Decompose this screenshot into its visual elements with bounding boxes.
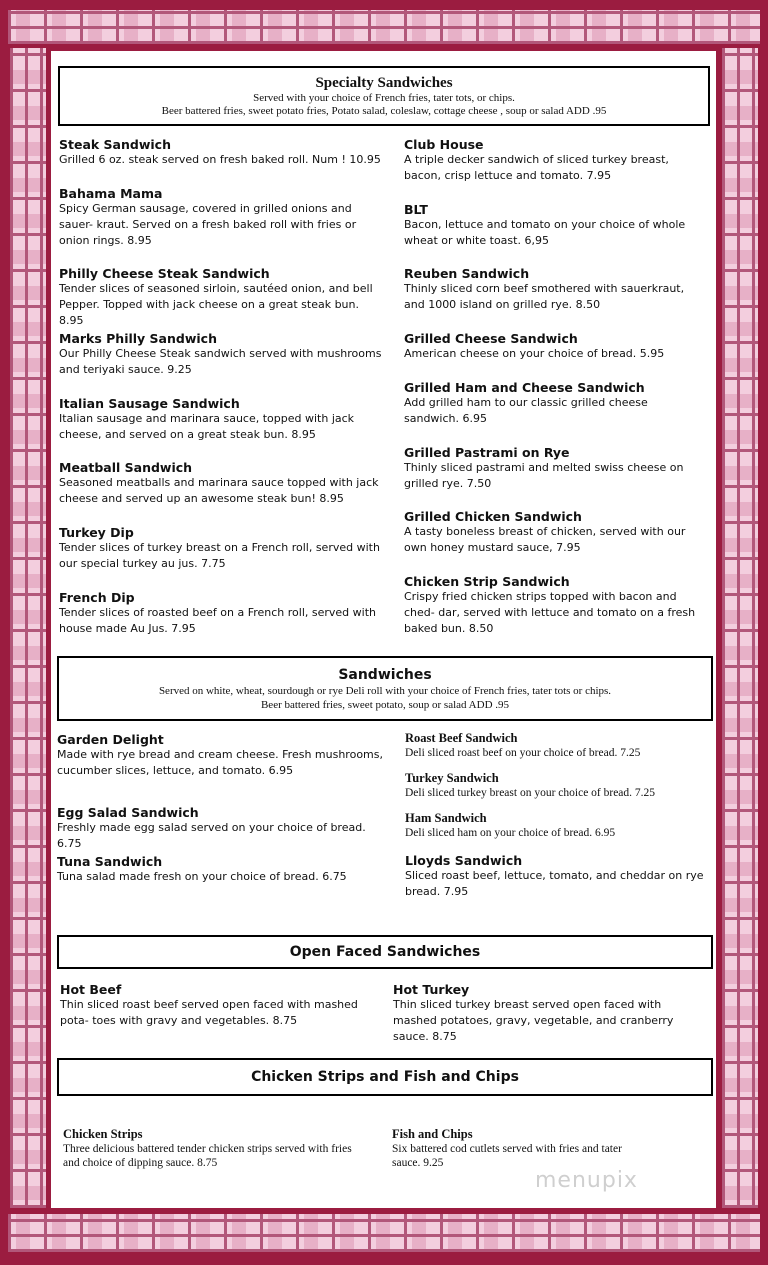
item-desc: Thin sliced turkey breast served open faced with mashed potatoes, gravy, vegetable, and cranberry sauce. 8.75 xyxy=(393,998,674,1043)
item-name: Hot Turkey xyxy=(393,982,470,997)
item-desc: Made with rye bread and cream cheese. Fresh mushrooms, cucumber slices, lettuce, and tomato. 6.95 xyxy=(57,748,383,777)
item-name: Tuna Sandwich xyxy=(57,854,163,869)
item-desc: Tender slices of seasoned sirloin, sautéed onion, and bell Pepper. Topped with jack cheese on a great steak bun. 8.95 xyxy=(59,282,373,327)
menu-item xyxy=(392,1127,642,1170)
item-desc: Three delicious battered tender chicken strips served with fries and choice of dipping sauce. 8.75 xyxy=(63,1143,352,1169)
menu-item xyxy=(404,509,706,556)
item-name: Grilled Ham and Cheese Sandwich xyxy=(404,380,645,395)
item-desc: Tender slices of roasted beef on a French roll, served with house made Au Jus. 7.95 xyxy=(59,606,377,635)
item-desc: Deli sliced turkey breast on your choice of bread. 7.25 xyxy=(405,787,656,799)
menu-item xyxy=(405,731,705,760)
item-name: Turkey Dip xyxy=(59,525,134,540)
section-title: Specialty Sandwiches xyxy=(315,75,453,91)
menu-item xyxy=(404,574,706,637)
item-name: Club House xyxy=(404,137,484,152)
item-desc: Sliced roast beef, lettuce, tomato, and cheddar on rye bread. 7.95 xyxy=(405,869,704,898)
menu-item xyxy=(405,771,705,800)
item-desc: Tender slices of turkey breast on a French roll, served with our special turkey au jus. 7.75 xyxy=(59,541,380,570)
item-name: Ham Sandwich xyxy=(405,811,487,825)
watermark: menupix xyxy=(535,1168,638,1193)
menu-item xyxy=(57,854,387,885)
menu-item xyxy=(404,331,706,362)
item-name: Meatball Sandwich xyxy=(59,460,193,475)
menu-item xyxy=(404,380,706,427)
item-desc: A triple decker sandwich of sliced turkey breast, bacon, crisp lettuce and tomato. 7.95 xyxy=(404,153,669,182)
border-right xyxy=(722,48,758,1208)
item-desc: Tuna salad made fresh on your choice of bread. 6.75 xyxy=(57,870,347,883)
section-title: Sandwiches xyxy=(338,667,432,683)
item-desc: Deli sliced roast beef on your choice of bread. 7.25 xyxy=(405,747,641,759)
item-desc: Bacon, lettuce and tomato on your choice of whole wheat or white toast. 6,95 xyxy=(404,218,686,247)
item-desc: Freshly made egg salad served on your choice of bread. 6.75 xyxy=(57,821,366,850)
item-name: Turkey Sandwich xyxy=(405,771,499,785)
item-name: French Dip xyxy=(59,590,135,605)
menu-item xyxy=(59,460,384,507)
open-faced-header xyxy=(57,935,713,969)
menu-item xyxy=(59,590,384,637)
item-desc: Add grilled ham to our classic grilled cheese sandwich. 6.95 xyxy=(404,396,648,425)
item-desc: Grilled 6 oz. steak served on fresh baked roll. Num ! 10.95 xyxy=(59,153,381,166)
item-desc: A tasty boneless breast of chicken, served with our own honey mustard sauce, 7.95 xyxy=(404,525,686,554)
menu-item xyxy=(59,137,384,168)
item-name: Steak Sandwich xyxy=(59,137,171,152)
section-note: Served with your choice of French fries, tater tots, or chips. xyxy=(253,92,515,104)
menu-item xyxy=(59,331,384,378)
item-name: Hot Beef xyxy=(60,982,122,997)
section-note: Beer battered fries, sweet potato fries, Potato salad, coleslaw, cottage cheese , soup or salad ADD .95 xyxy=(161,105,607,117)
item-desc: Seasoned meatballs and marinara sauce topped with jack cheese and served up an awesome steak bun! 8.95 xyxy=(59,476,379,505)
item-desc: Thin sliced roast beef served open faced with mashed pota- toes with gravy and vegetables. 8.75 xyxy=(60,998,358,1027)
item-name: Grilled Chicken Sandwich xyxy=(404,509,582,524)
item-name: Italian Sausage Sandwich xyxy=(59,396,240,411)
specialty-header xyxy=(58,66,710,126)
menu-item xyxy=(60,982,380,1029)
item-desc: Six battered cod cutlets served with fries and tater sauce. 9.25 xyxy=(392,1143,622,1169)
menu-item xyxy=(59,186,384,249)
item-desc: Spicy German sausage, covered in grilled onions and sauer- kraut. Served on a fresh baked roll with fries or onion rings. 8.95 xyxy=(59,202,357,247)
border-bottom xyxy=(8,1214,760,1252)
section-title: Open Faced Sandwiches xyxy=(289,944,481,960)
section-title: Chicken Strips and Fish and Chips xyxy=(251,1069,519,1085)
menu-item xyxy=(404,445,706,492)
item-desc: American cheese on your choice of bread. 5.95 xyxy=(404,347,665,360)
menu-item xyxy=(405,853,705,900)
item-desc: Thinly sliced pastrami and melted swiss cheese on grilled rye. 7.50 xyxy=(404,461,684,490)
item-name: Marks Philly Sandwich xyxy=(59,331,217,346)
item-name: Roast Beef Sandwich xyxy=(405,731,518,745)
item-desc: Our Philly Cheese Steak sandwich served with mushrooms and teriyaki sauce. 9.25 xyxy=(59,347,382,376)
menu-item xyxy=(59,525,384,572)
menu-item xyxy=(393,982,706,1045)
item-name: Egg Salad Sandwich xyxy=(57,805,199,820)
menu-item xyxy=(57,805,387,852)
menu-item xyxy=(405,811,705,840)
item-name: Reuben Sandwich xyxy=(404,266,530,281)
item-name: Lloyds Sandwich xyxy=(405,853,523,868)
item-name: Grilled Cheese Sandwich xyxy=(404,331,578,346)
menu-item xyxy=(57,732,387,779)
menu-item xyxy=(404,137,706,184)
menu-item xyxy=(404,266,706,313)
item-desc: Thinly sliced corn beef smothered with sauerkraut, and 1000 island on grilled rye. 8.50 xyxy=(404,282,685,311)
menu-item xyxy=(59,396,384,443)
border-left xyxy=(10,48,46,1208)
chicken-fish-header xyxy=(57,1058,713,1096)
item-desc: Deli sliced ham on your choice of bread. 6.95 xyxy=(405,827,616,839)
item-desc: Italian sausage and marinara sauce, topped with jack cheese, and served on a great steak bun. 8.95 xyxy=(59,412,355,441)
item-desc: Crispy fried chicken strips topped with bacon and ched- dar, served with lettuce and tomato on a fresh baked bun. 8.50 xyxy=(404,590,696,635)
section-note: Served on white, wheat, sourdough or rye Deli roll with your choice of French fries, tater tots or chips. xyxy=(158,685,612,697)
item-name: BLT xyxy=(404,202,428,217)
item-name: Bahama Mama xyxy=(59,186,163,201)
sandwiches-header xyxy=(57,656,713,721)
section-note: Beer battered fries, sweet potato, soup or salad ADD .95 xyxy=(260,699,510,711)
item-name: Chicken Strip Sandwich xyxy=(404,574,570,589)
item-name: Philly Cheese Steak Sandwich xyxy=(59,266,270,281)
item-name: Fish and Chips xyxy=(392,1127,473,1141)
item-name: Garden Delight xyxy=(57,732,164,747)
border-top xyxy=(8,10,760,44)
item-name: Grilled Pastrami on Rye xyxy=(404,445,570,460)
menu-item xyxy=(63,1127,353,1170)
item-name: Chicken Strips xyxy=(63,1127,143,1141)
menu-item xyxy=(404,202,706,249)
menu-item xyxy=(59,266,384,329)
